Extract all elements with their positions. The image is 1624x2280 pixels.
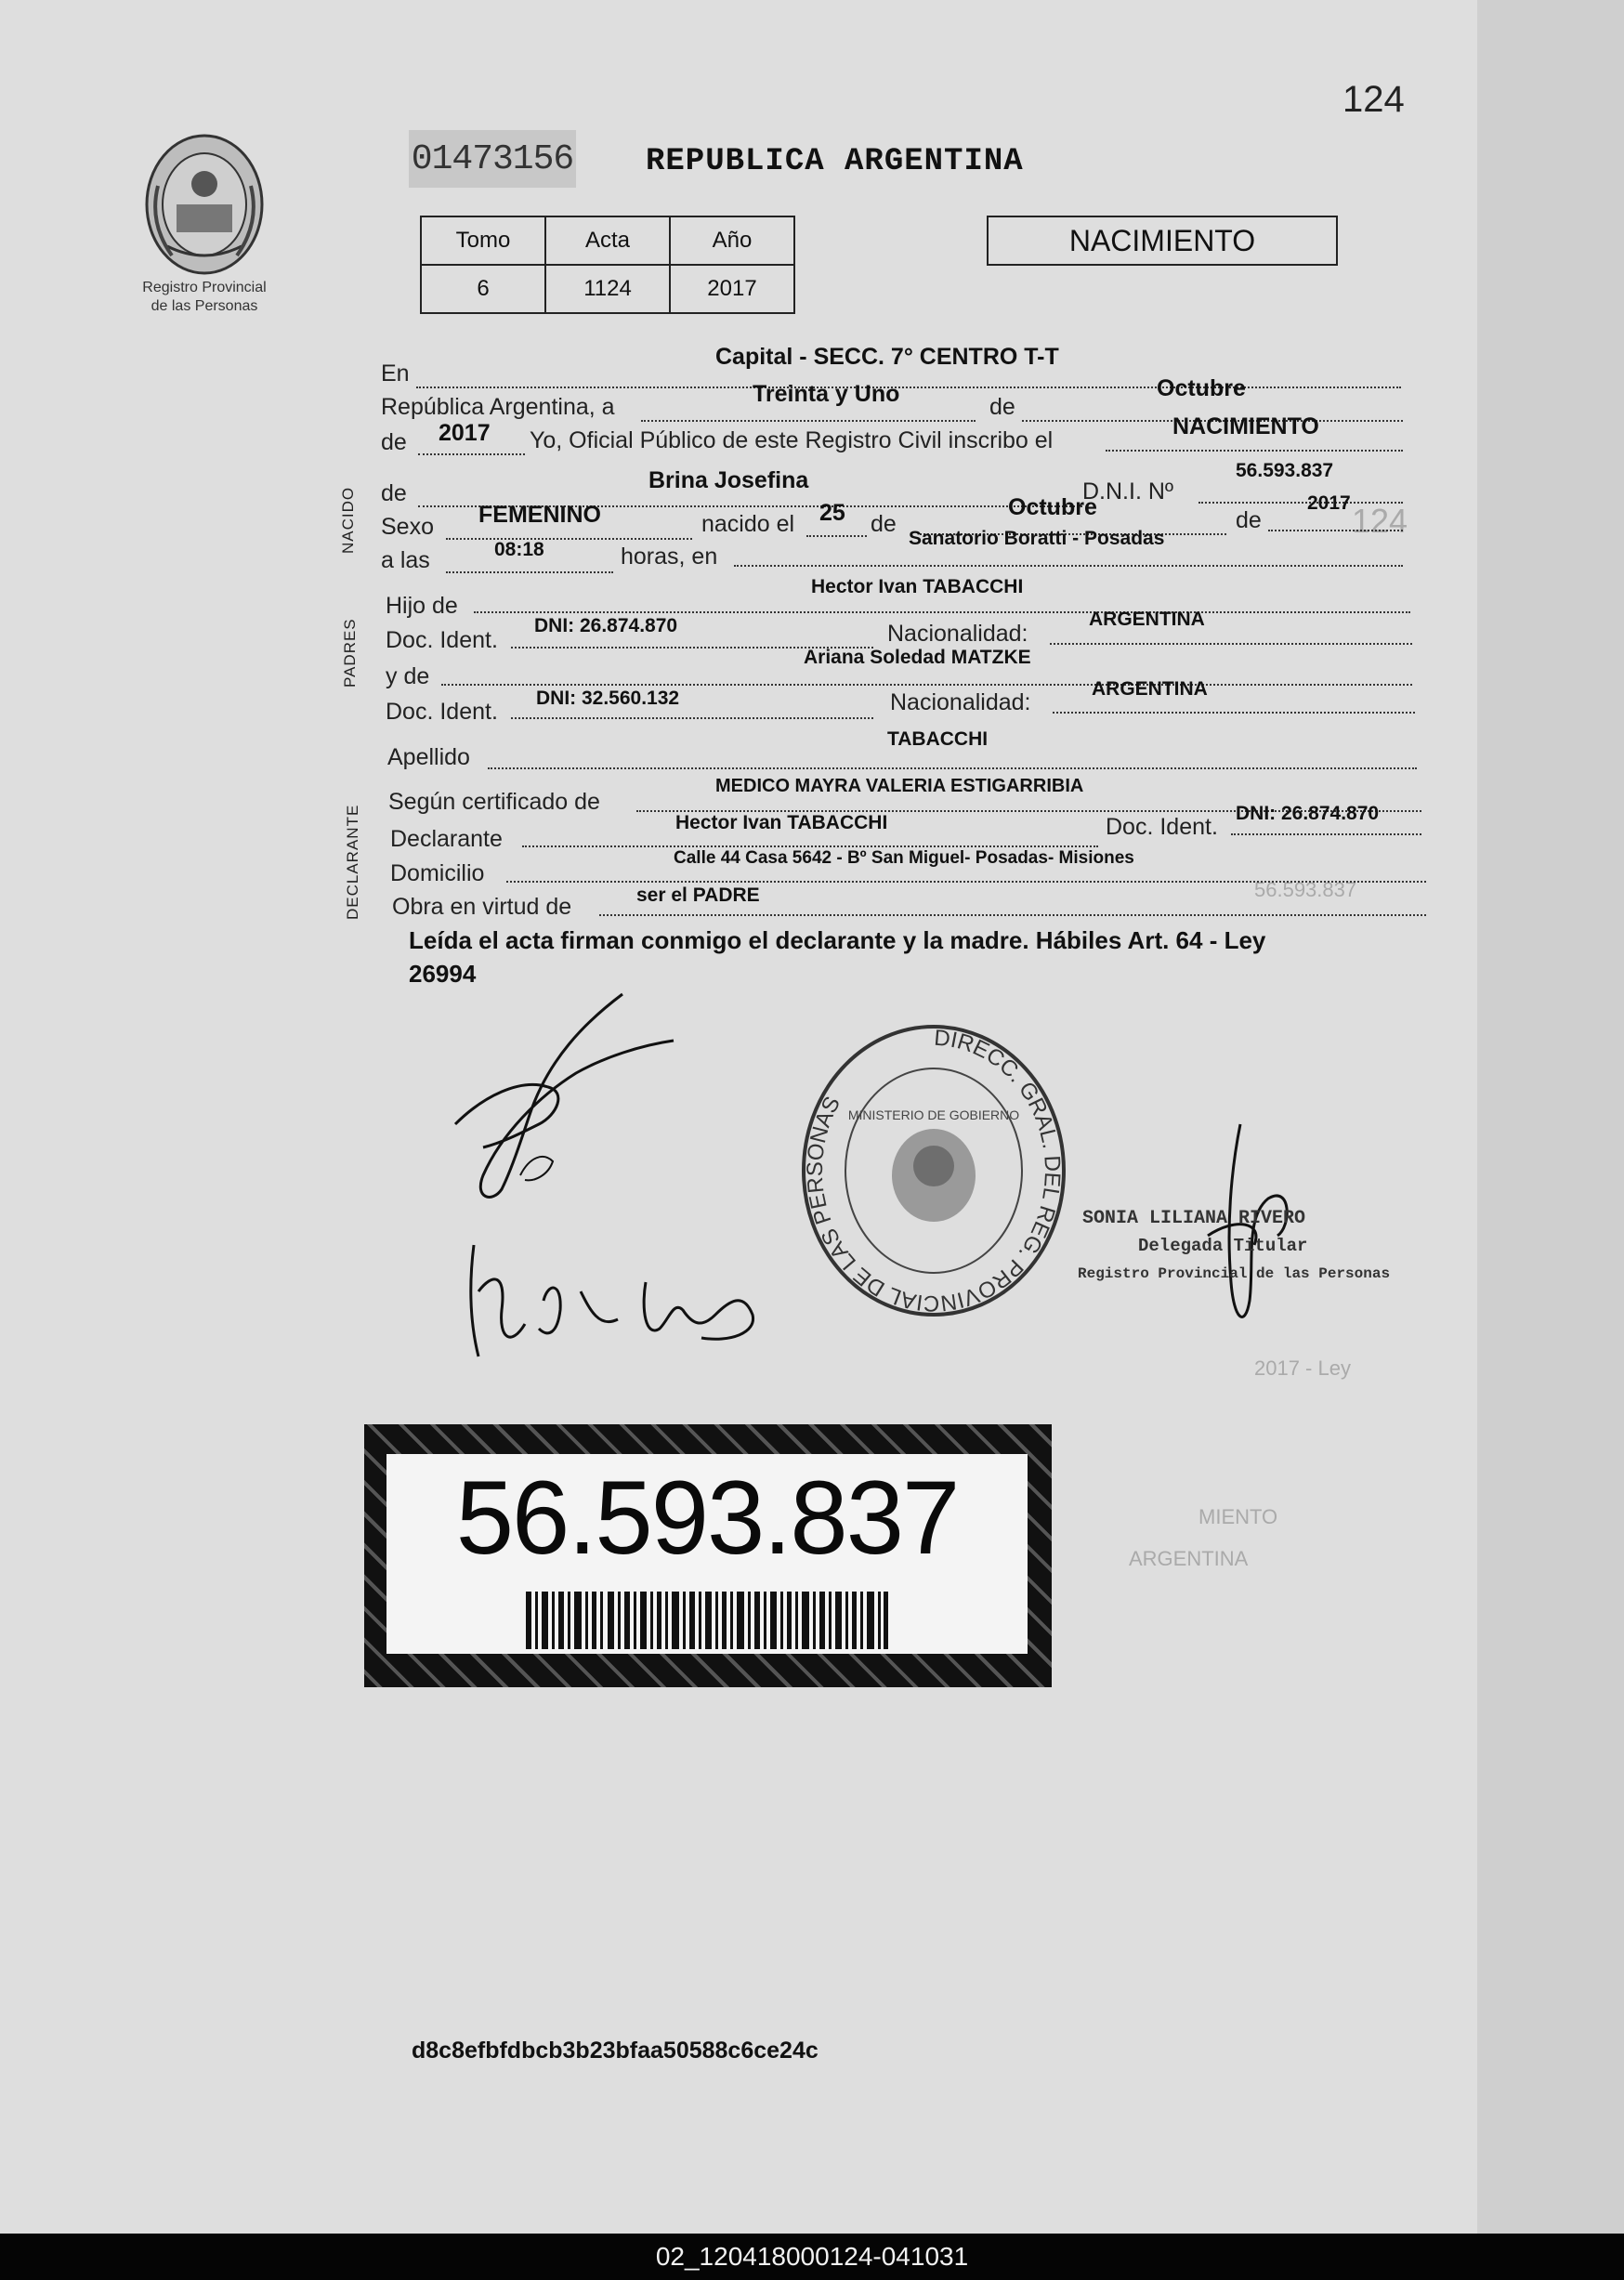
dots-dni-madre xyxy=(511,717,873,719)
value-madre: Ariana Soledad MATZKE xyxy=(804,647,1031,668)
seal-outer-text: DIRECC. GRAL. DEL REG. PROVINCIAL DE LAS PERSONAS xyxy=(802,1025,1066,1317)
label-en: En xyxy=(381,360,410,387)
acta-reference-table xyxy=(420,216,795,314)
dots-dni-declarante xyxy=(1231,833,1421,835)
value-lugar-nac: Sanatorio Boratti - Posadas xyxy=(909,528,1165,549)
record-type-box: NACIMIENTO xyxy=(987,216,1338,266)
label-doc-padre: Doc. Ident. xyxy=(386,627,498,653)
label-nacionalidad-madre: Nacionalidad: xyxy=(890,689,1031,715)
value-madre-dni: DNI: 32.560.132 xyxy=(536,688,680,709)
value-mes: Octubre xyxy=(1157,375,1246,401)
sticker-id-number: 56.593.837 xyxy=(455,1460,959,1576)
value-certificado: MEDICO MAYRA VALERIA ESTIGARRIBIA xyxy=(715,776,1084,796)
closing-line1: Leída el acta firman conmigo el declarante y la madre. Hábiles Art. 64 - Ley xyxy=(409,926,1266,954)
page-number: 124 xyxy=(1342,79,1405,120)
value-padre: Hector Ivan TABACCHI xyxy=(811,576,1024,597)
document-hash: d8c8efbfdbcb3b23bfaa50588c6ce24c xyxy=(412,2038,819,2064)
dots-dni xyxy=(1198,502,1403,504)
dots-sexo xyxy=(446,538,692,540)
seal-inner-text: MINISTERIO DE GOBIERNO xyxy=(847,1107,1020,1122)
dots-nac-padre xyxy=(1050,643,1412,645)
label-doc-madre: Doc. Ident. xyxy=(386,699,498,725)
tomo-value: 6 xyxy=(421,265,545,313)
dots-nac-madre xyxy=(1053,712,1415,714)
value-sexo: FEMENINO xyxy=(478,502,601,528)
label-doc-declarante: Doc. Ident. xyxy=(1106,814,1218,840)
value-obra: ser el PADRE xyxy=(636,884,760,906)
mother-signature xyxy=(460,1236,766,1375)
dots-obra xyxy=(599,914,1426,916)
label-de-anio: de xyxy=(381,429,407,455)
dots-lugar xyxy=(416,387,1401,388)
serial-stamp: 01473156 xyxy=(409,130,576,188)
label-segun-certificado: Según certificado de xyxy=(388,789,600,815)
value-padre-dni: DNI: 26.874.870 xyxy=(534,615,678,636)
barcode-icon xyxy=(526,1592,888,1649)
value-mes-nac: Octubre xyxy=(1008,494,1097,520)
label-apellido: Apellido xyxy=(387,744,470,770)
official-name: SONIA LILIANA RIVERO xyxy=(1082,1208,1306,1229)
value-inscripcion: NACIMIENTO xyxy=(1172,413,1319,439)
dots-padre xyxy=(474,611,1410,613)
value-dia-letras: Treinta y Uno xyxy=(753,381,900,407)
label-nacido-el: nacido el xyxy=(701,511,795,537)
document-title: REPUBLICA ARGENTINA xyxy=(646,144,1024,179)
value-domicilio: Calle 44 Casa 5642 - Bº San Miguel- Posadas- Misiones xyxy=(674,848,1134,868)
emblem-caption-line1: Registro Provincial xyxy=(142,280,267,295)
value-nombre: Brina Josefina xyxy=(648,467,809,493)
dots-declarante xyxy=(522,845,1098,847)
label-y-de: y de xyxy=(386,663,430,689)
value-apellido: TABACCHI xyxy=(887,728,989,750)
row-fecha xyxy=(381,394,615,427)
label-sexo: Sexo xyxy=(381,514,434,540)
anio-value: 2017 xyxy=(670,265,794,313)
official-office: Registro Provincial de las Personas xyxy=(1078,1265,1391,1282)
side-label-nacido: NACIDO xyxy=(339,486,357,554)
bleed-through-argentina: ARGENTINA xyxy=(1129,1547,1249,1570)
acta-header: Acta xyxy=(545,216,670,265)
bleed-through-page-number: 124 xyxy=(1352,502,1408,540)
sticker-label-area xyxy=(386,1454,1028,1654)
label-de-mes: de xyxy=(989,394,1015,420)
dots-anio xyxy=(418,453,525,455)
label-a-las: a las xyxy=(381,547,430,573)
label-horas-en: horas, en xyxy=(621,544,718,570)
bleed-through-nacimiento: MIENTO xyxy=(1198,1505,1278,1528)
label-declarante: Declarante xyxy=(390,826,503,852)
page-edge-shadow xyxy=(1477,0,1624,2234)
official-role: Delegada Titular xyxy=(1138,1236,1308,1256)
bleed-through-year-law: 2017 - Ley xyxy=(1254,1356,1351,1380)
value-hora: 08:18 xyxy=(494,539,544,560)
dots-anio-nac xyxy=(1268,530,1403,531)
emblem-caption-line2: de las Personas xyxy=(151,298,258,314)
label-yo-inscribo: Yo, Oficial Público de este Registro Civil inscribo el xyxy=(530,427,1054,453)
label-de-nombre: de xyxy=(381,480,407,506)
value-dni: 56.593.837 xyxy=(1236,460,1334,481)
declarant-signature xyxy=(446,985,688,1208)
scan-footer-id: 02_120418000124-041031 xyxy=(0,2234,1624,2280)
value-dia-nac: 25 xyxy=(819,500,845,526)
acta-value: 1124 xyxy=(545,265,670,313)
closing-statement xyxy=(409,924,1412,990)
dots-domicilio xyxy=(506,881,1426,883)
label-nacionalidad-padre: Nacionalidad: xyxy=(887,621,1028,647)
bleed-through-dni: 56.593.837 xyxy=(1254,878,1357,901)
value-anio: 2017 xyxy=(439,420,491,446)
dots-madre xyxy=(441,684,1412,686)
label-de-mes-nac: de xyxy=(871,511,897,537)
label-hijo-de: Hijo de xyxy=(386,593,458,619)
dots-hora xyxy=(446,571,613,573)
label-republica: República Argentina, a xyxy=(381,394,615,420)
value-declarante: Hector Ivan TABACCHI xyxy=(675,812,888,833)
dots-apellido xyxy=(488,767,1417,769)
side-label-declarante: DECLARANTE xyxy=(344,804,361,920)
dots-dia-nac xyxy=(806,535,867,537)
emblem-caption xyxy=(121,279,288,316)
value-madre-nacionalidad: ARGENTINA xyxy=(1092,678,1208,700)
closing-line2: 26994 xyxy=(409,960,477,988)
official-seal xyxy=(794,1017,1073,1324)
province-emblem-icon xyxy=(139,130,269,279)
row-lugar xyxy=(381,360,410,394)
label-dni: D.N.I. Nº xyxy=(1082,478,1174,504)
value-padre-nacionalidad: ARGENTINA xyxy=(1089,609,1205,630)
dots-lugar-nac xyxy=(734,565,1403,567)
label-de-anio-nac: de xyxy=(1236,507,1262,533)
dots-dia xyxy=(641,420,976,422)
dots-inscripcion xyxy=(1106,450,1403,452)
tomo-header: Tomo xyxy=(421,216,545,265)
value-declarante-dni: DNI: 26.874.870 xyxy=(1236,803,1380,824)
value-anio-nac: 2017 xyxy=(1307,492,1351,514)
id-barcode-sticker xyxy=(364,1424,1052,1687)
side-label-padres: PADRES xyxy=(341,618,359,688)
label-domicilio: Domicilio xyxy=(390,860,485,886)
value-lugar: Capital - SECC. 7° CENTRO T-T xyxy=(715,344,1059,370)
label-obra: Obra en virtud de xyxy=(392,894,572,920)
anio-header: Año xyxy=(670,216,794,265)
